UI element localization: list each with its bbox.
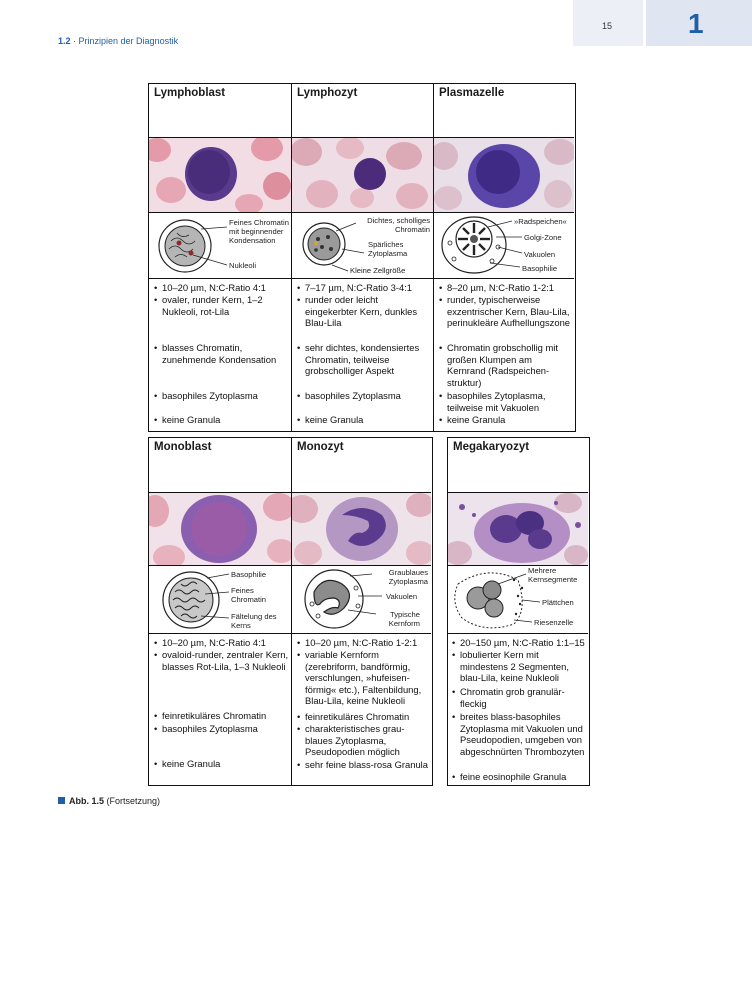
schematic-plasmazelle xyxy=(434,213,574,277)
divider xyxy=(292,278,433,279)
column-lymphozyt xyxy=(291,84,433,431)
section-breadcrumb xyxy=(58,36,178,46)
label-giant-cell: Riesenzelle xyxy=(534,618,574,627)
figure-label: Abb. 1.5 xyxy=(69,796,105,806)
label-nuclear-shape: Typische Kernform xyxy=(388,610,420,628)
list-item: • 10–20 µm, N:C-Ratio 1-2:1 xyxy=(296,637,429,649)
list-item: • Chromatin grobschollig mit großen Klumpen am Kernrand (Radspeichen-struktur) xyxy=(438,342,572,388)
label-basophilie: Basophilie xyxy=(522,264,558,273)
list-item: • ovaloid-runder, zentraler Kern, blasses Rot-Lila, 1–3 Nukleoli xyxy=(153,649,289,672)
list-item: • ovaler, runder Kern, 1–2 Nukleoli, rot-Lila xyxy=(153,294,289,317)
column-monozyt xyxy=(291,438,431,785)
list-item: • sehr dichtes, kondensiertes Chromatin, teilweise grobscholliger Aspekt xyxy=(296,342,431,377)
label-dense-chromatin: Dichtes, scholliges Chromatin xyxy=(367,216,430,234)
label-fine-chromatin: Feines Chromatin mit beginnender Kondensation xyxy=(229,218,289,245)
micrograph-lymphozyt xyxy=(292,138,433,212)
micrograph-lymphoblast xyxy=(149,138,291,212)
label-nucleoli: Nukleoli xyxy=(229,261,257,270)
list-item: • keine Granula xyxy=(438,414,572,426)
divider xyxy=(149,278,291,279)
cell-table-monocytic xyxy=(148,437,433,786)
chapter-number: 1 xyxy=(688,8,704,39)
label-lobes: Mehrere Kernsegmente xyxy=(528,566,578,584)
column-plasmazelle xyxy=(433,84,574,431)
list-item: • 20–150 µm, N:C-Ratio 1:1–15 xyxy=(451,637,586,649)
list-item: • breites blass-basophiles Zytoplasma mit Vakuolen und Pseudopodien, umgeben von abgeschnürten Thrombozyten xyxy=(451,711,586,757)
list-item: • 7–17 µm, N:C-Ratio 3-4:1 xyxy=(296,282,431,294)
divider xyxy=(434,278,574,279)
schematic-megakaryozyt xyxy=(448,566,588,632)
label-platelets: Plättchen xyxy=(542,598,574,607)
cell-table-megakaryocytic xyxy=(447,437,590,786)
list-item: • runder, typischerweise exzentrischer Kern, Blau-Lila, perinukleäre Aufhellungszone xyxy=(438,294,572,329)
list-item: • Chromatin grob granulär-fleckig xyxy=(451,686,586,709)
list-item: • 8–20 µm, N:C-Ratio 1-2:1 xyxy=(438,282,572,294)
label-nuclear-folding: Fältelung des Kerns xyxy=(231,612,277,630)
schematic-lymphozyt xyxy=(292,213,433,277)
section-title: · Prinzipien der Diagnostik xyxy=(73,36,179,46)
list-item: • basophiles Zytoplasma, teilweise mit Vakuolen xyxy=(438,390,572,413)
list-item: • charakteristisches grau-blaues Zytoplasma, Pseudopodien möglich xyxy=(296,723,429,758)
divider xyxy=(448,633,588,634)
label-fine-chromatin: Feines Chromatin xyxy=(231,586,267,604)
list-item: • variable Kernform (zerebriform, bandförmig, verschlungen, »hufeisen-förmig« etc.), Faltenbildung, Blau-Lila, keine Nukleoli xyxy=(296,649,429,707)
list-item: • feinretikuläres Chromatin xyxy=(296,711,429,723)
column-megakaryozyt xyxy=(448,438,588,785)
column-title: Monozyt xyxy=(297,441,344,453)
caption-text: (Fortsetzung) xyxy=(106,796,161,806)
list-item: • sehr feine blass-rosa Granula xyxy=(296,759,429,771)
column-title: Plasmazelle xyxy=(439,87,505,99)
list-item: • lobulierter Kern mit mindestens 2 Segmenten, blau-Lila, keine Nukleoli xyxy=(451,649,586,684)
caption-marker-icon xyxy=(58,797,65,804)
column-title: Monoblast xyxy=(154,441,212,453)
label-gray-blue-cytoplasm: Graublaues Zytoplasma xyxy=(388,568,428,586)
list-item: • blasses Chromatin, zunehmende Kondensation xyxy=(153,342,289,365)
label-basophilie: Basophilie xyxy=(231,570,267,579)
column-title: Lymphoblast xyxy=(154,87,226,99)
list-item: • keine Granula xyxy=(296,414,431,426)
column-title: Lymphozyt xyxy=(297,87,358,99)
list-item: • basophiles Zytoplasma xyxy=(153,390,289,402)
list-item: • runder oder leicht eingekerbter Kern, dunkles Blau-Lila xyxy=(296,294,431,329)
label-vakuolen: Vakuolen xyxy=(524,250,556,259)
micrograph-plasmazelle xyxy=(434,138,574,212)
label-golgi: Golgi-Zone xyxy=(524,233,562,242)
list-item: • feinretikuläres Chromatin xyxy=(153,710,289,722)
cell-table-lymphatic xyxy=(148,83,576,432)
list-item: • basophiles Zytoplasma xyxy=(296,390,431,402)
schematic-lymphoblast xyxy=(149,213,291,277)
page-number: 15 xyxy=(602,21,613,31)
section-number: 1.2 xyxy=(58,36,71,46)
column-title: Megakaryozyt xyxy=(453,441,530,453)
list-item: • 10–20 µm, N:C-Ratio 4:1 xyxy=(153,282,289,294)
label-radspeichen: »Radspeichen« xyxy=(514,217,567,226)
micrograph-monozyt xyxy=(292,493,431,565)
list-item: • keine Granula xyxy=(153,758,289,770)
label-scant-cytoplasm: Spärliches Zytoplasma xyxy=(368,240,408,258)
micrograph-megakaryozyt xyxy=(448,493,588,565)
label-small-size: Kleine Zellgröße xyxy=(350,266,406,275)
column-monoblast xyxy=(149,438,291,785)
column-lymphoblast xyxy=(149,84,291,431)
figure-caption xyxy=(58,796,160,806)
micrograph-monoblast xyxy=(149,493,291,565)
list-item: • keine Granula xyxy=(153,414,289,426)
schematic-monoblast xyxy=(149,566,291,632)
schematic-monozyt xyxy=(292,566,431,632)
list-item: • basophiles Zytoplasma xyxy=(153,723,289,735)
label-vakuolen: Vakuolen xyxy=(386,592,418,601)
divider xyxy=(292,633,431,634)
list-item: • 10–20 µm, N:C-Ratio 4:1 xyxy=(153,637,289,649)
list-item: • feine eosinophile Granula xyxy=(451,771,586,783)
divider xyxy=(149,633,291,634)
